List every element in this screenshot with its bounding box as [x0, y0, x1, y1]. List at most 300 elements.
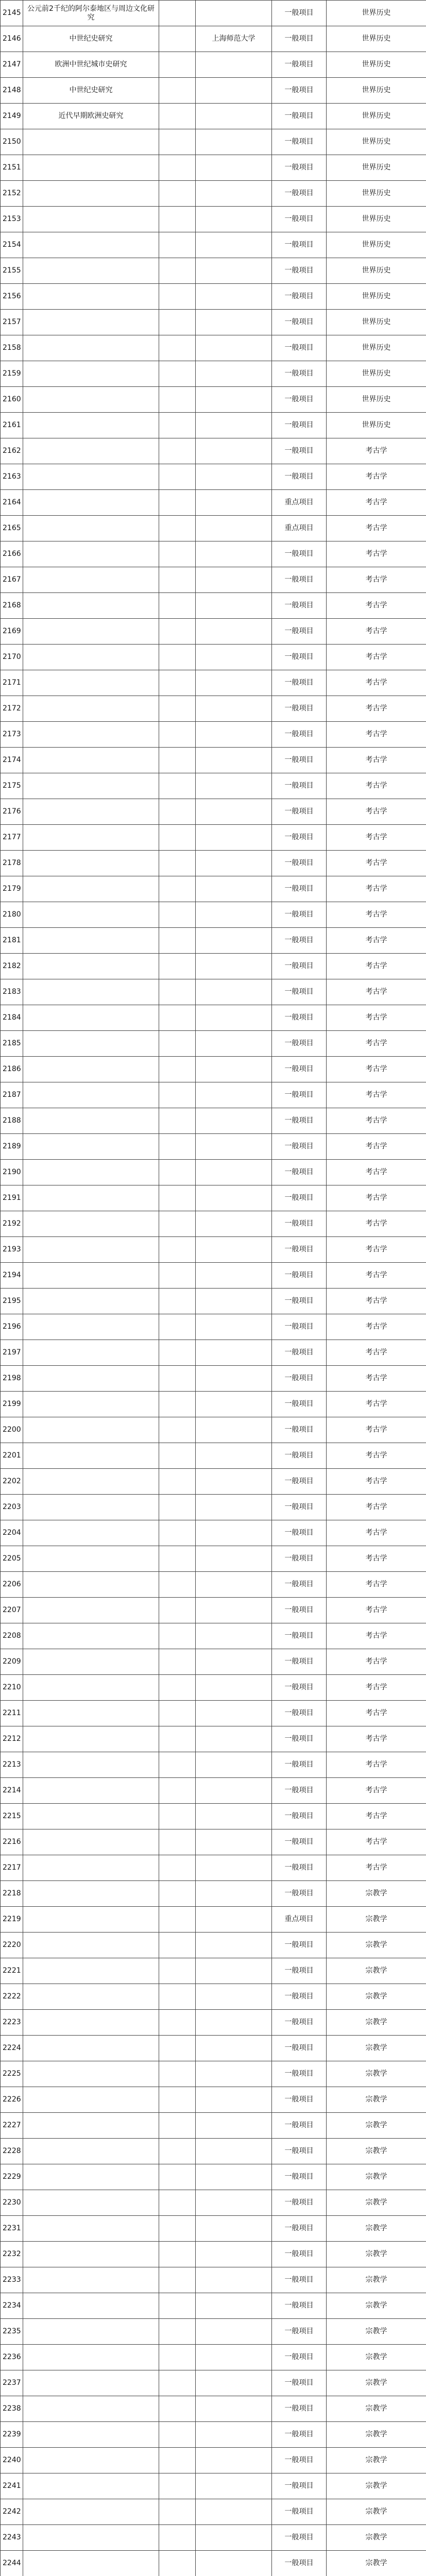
cell-project-title — [23, 567, 159, 593]
cell-project-type: 一般项目 — [272, 1108, 327, 1134]
cell-number: 2205 — [1, 1546, 23, 1572]
table-row — [1, 1289, 426, 1314]
cell-subject: 考古学 — [327, 1623, 426, 1649]
cell-leader-name — [159, 1314, 196, 1340]
cell-organization — [196, 1623, 272, 1649]
cell-project-type: 一般项目 — [272, 876, 327, 902]
table-row — [1, 181, 426, 207]
cell-leader-name — [159, 722, 196, 748]
cell-organization — [196, 2345, 272, 2370]
cell-project-type: 一般项目 — [272, 567, 327, 593]
table-row — [1, 387, 426, 413]
cell-subject: 宗教学 — [327, 2499, 426, 2525]
table-row — [1, 1675, 426, 1701]
cell-project-title — [23, 361, 159, 387]
cell-organization — [196, 104, 272, 129]
table-row — [1, 1134, 426, 1160]
table-row — [1, 1855, 426, 1881]
cell-project-title — [23, 1263, 159, 1289]
cell-leader-name — [159, 2551, 196, 2576]
cell-organization — [196, 2293, 272, 2319]
table-row — [1, 2370, 426, 2396]
cell-leader-name — [159, 1289, 196, 1314]
cell-project-type: 一般项目 — [272, 1572, 327, 1598]
table-row — [1, 2499, 426, 2525]
cell-leader-name — [159, 1623, 196, 1649]
cell-leader-name — [159, 335, 196, 361]
cell-number: 2193 — [1, 1237, 23, 1263]
cell-subject: 考古学 — [327, 645, 426, 670]
cell-organization — [196, 2370, 272, 2396]
cell-project-type: 一般项目 — [272, 2370, 327, 2396]
cell-project-title — [23, 2164, 159, 2190]
table-row — [1, 593, 426, 619]
table-row — [1, 1778, 426, 1804]
cell-project-type: 一般项目 — [272, 1958, 327, 1984]
cell-project-type: 一般项目 — [272, 1469, 327, 1495]
cell-project-type: 一般项目 — [272, 1829, 327, 1855]
cell-number: 2238 — [1, 2396, 23, 2422]
cell-project-type: 一般项目 — [272, 1263, 327, 1289]
cell-number: 2175 — [1, 773, 23, 799]
cell-project-type: 一般项目 — [272, 2061, 327, 2087]
cell-number: 2148 — [1, 78, 23, 104]
cell-organization — [196, 825, 272, 851]
cell-project-title — [23, 2216, 159, 2242]
cell-organization — [196, 2087, 272, 2113]
cell-subject: 宗教学 — [327, 1984, 426, 2010]
cell-leader-name — [159, 2267, 196, 2293]
cell-organization — [196, 1289, 272, 1314]
table-row — [1, 722, 426, 748]
cell-project-type: 一般项目 — [272, 851, 327, 876]
cell-leader-name — [159, 1469, 196, 1495]
cell-project-title — [23, 2422, 159, 2448]
cell-project-title — [23, 619, 159, 645]
cell-leader-name — [159, 1031, 196, 1057]
cell-leader-name — [159, 2448, 196, 2473]
cell-leader-name — [159, 1057, 196, 1082]
cell-project-type: 一般项目 — [272, 1984, 327, 2010]
cell-project-title — [23, 722, 159, 748]
cell-number: 2200 — [1, 1417, 23, 1443]
cell-organization — [196, 799, 272, 825]
cell-organization — [196, 696, 272, 722]
cell-number: 2217 — [1, 1855, 23, 1881]
cell-project-title — [23, 335, 159, 361]
cell-leader-name — [159, 1160, 196, 1185]
cell-organization — [196, 1495, 272, 1520]
cell-subject: 考古学 — [327, 1160, 426, 1185]
cell-organization — [196, 516, 272, 541]
cell-leader-name — [159, 2139, 196, 2164]
cell-number: 2164 — [1, 490, 23, 516]
cell-subject: 考古学 — [327, 1546, 426, 1572]
cell-number: 2170 — [1, 645, 23, 670]
cell-leader-name — [159, 1546, 196, 1572]
cell-project-title — [23, 1752, 159, 1778]
cell-number: 2192 — [1, 1211, 23, 1237]
cell-project-type: 一般项目 — [272, 284, 327, 310]
cell-subject: 考古学 — [327, 619, 426, 645]
table-row — [1, 541, 426, 567]
cell-leader-name — [159, 2319, 196, 2345]
cell-organization — [196, 954, 272, 979]
cell-number: 2190 — [1, 1160, 23, 1185]
cell-project-title: 中世纪史研究 — [23, 78, 159, 104]
cell-number: 2194 — [1, 1263, 23, 1289]
cell-project-type: 一般项目 — [272, 2525, 327, 2551]
cell-number: 2208 — [1, 1623, 23, 1649]
table-row — [1, 52, 426, 78]
cell-project-type: 一般项目 — [272, 2036, 327, 2061]
cell-project-type: 一般项目 — [272, 2267, 327, 2293]
cell-leader-name — [159, 902, 196, 928]
cell-project-title — [23, 2087, 159, 2113]
table-row — [1, 104, 426, 129]
cell-number: 2179 — [1, 876, 23, 902]
cell-leader-name — [159, 670, 196, 696]
table-row — [1, 2139, 426, 2164]
cell-subject: 宗教学 — [327, 2164, 426, 2190]
cell-organization — [196, 438, 272, 464]
cell-project-type: 一般项目 — [272, 1649, 327, 1675]
cell-number: 2163 — [1, 464, 23, 490]
cell-project-type: 一般项目 — [272, 1520, 327, 1546]
table-row — [1, 310, 426, 335]
cell-organization — [196, 2319, 272, 2345]
cell-organization — [196, 1855, 272, 1881]
table-row — [1, 438, 426, 464]
cell-organization: 上海师范大学 — [196, 26, 272, 52]
cell-organization — [196, 1417, 272, 1443]
cell-project-title: 欧洲中世纪城市史研究 — [23, 52, 159, 78]
cell-leader-name — [159, 593, 196, 619]
cell-leader-name — [159, 1392, 196, 1417]
table-row — [1, 1108, 426, 1134]
cell-leader-name — [159, 2345, 196, 2370]
table-row — [1, 1649, 426, 1675]
cell-number: 2183 — [1, 979, 23, 1005]
cell-project-title — [23, 541, 159, 567]
cell-subject: 考古学 — [327, 1649, 426, 1675]
cell-subject: 宗教学 — [327, 2422, 426, 2448]
cell-subject: 考古学 — [327, 825, 426, 851]
cell-project-title — [23, 2551, 159, 2576]
cell-leader-name — [159, 2216, 196, 2242]
cell-subject: 考古学 — [327, 464, 426, 490]
cell-leader-name — [159, 1, 196, 26]
cell-organization — [196, 619, 272, 645]
cell-subject: 宗教学 — [327, 2525, 426, 2551]
cell-subject: 世界历史 — [327, 1, 426, 26]
cell-subject: 考古学 — [327, 1263, 426, 1289]
cell-leader-name — [159, 2164, 196, 2190]
cell-leader-name — [159, 129, 196, 155]
cell-organization — [196, 284, 272, 310]
cell-project-title — [23, 696, 159, 722]
cell-number: 2150 — [1, 129, 23, 155]
cell-leader-name — [159, 1005, 196, 1031]
cell-project-type: 一般项目 — [272, 902, 327, 928]
cell-number: 2147 — [1, 52, 23, 78]
cell-project-title — [23, 2113, 159, 2139]
cell-subject: 考古学 — [327, 851, 426, 876]
table-row — [1, 1443, 426, 1469]
cell-number: 2172 — [1, 696, 23, 722]
cell-number: 2207 — [1, 1598, 23, 1623]
cell-subject: 考古学 — [327, 1340, 426, 1366]
cell-number: 2211 — [1, 1701, 23, 1726]
cell-subject: 宗教学 — [327, 2216, 426, 2242]
table-row — [1, 1546, 426, 1572]
cell-organization — [196, 876, 272, 902]
cell-subject: 世界历史 — [327, 52, 426, 78]
cell-organization — [196, 78, 272, 104]
cell-organization — [196, 2010, 272, 2036]
cell-project-title — [23, 954, 159, 979]
cell-leader-name — [159, 1263, 196, 1289]
cell-leader-name — [159, 1804, 196, 1829]
table-row — [1, 1907, 426, 1933]
cell-subject: 考古学 — [327, 928, 426, 954]
cell-leader-name — [159, 2010, 196, 2036]
table-row — [1, 696, 426, 722]
cell-project-title — [23, 1340, 159, 1366]
cell-number: 2167 — [1, 567, 23, 593]
cell-leader-name — [159, 78, 196, 104]
cell-organization — [196, 722, 272, 748]
cell-project-title — [23, 2061, 159, 2087]
cell-subject: 世界历史 — [327, 78, 426, 104]
cell-number: 2242 — [1, 2499, 23, 2525]
cell-organization — [196, 670, 272, 696]
cell-organization — [196, 232, 272, 258]
cell-subject: 考古学 — [327, 670, 426, 696]
cell-project-title — [23, 2499, 159, 2525]
table-row — [1, 2190, 426, 2216]
cell-project-type: 一般项目 — [272, 1160, 327, 1185]
cell-organization — [196, 1366, 272, 1392]
table-row — [1, 2242, 426, 2267]
cell-leader-name — [159, 2499, 196, 2525]
cell-number: 2232 — [1, 2242, 23, 2267]
cell-leader-name — [159, 825, 196, 851]
table-row — [1, 516, 426, 541]
cell-organization — [196, 1829, 272, 1855]
cell-subject: 考古学 — [327, 1778, 426, 1804]
cell-number: 2166 — [1, 541, 23, 567]
cell-organization — [196, 1443, 272, 1469]
cell-number: 2197 — [1, 1340, 23, 1366]
cell-project-title — [23, 2293, 159, 2319]
table-row — [1, 2010, 426, 2036]
cell-leader-name — [159, 799, 196, 825]
cell-leader-name — [159, 645, 196, 670]
cell-subject: 宗教学 — [327, 2551, 426, 2576]
cell-subject: 世界历史 — [327, 387, 426, 413]
cell-subject: 宗教学 — [327, 1907, 426, 1933]
cell-project-type: 一般项目 — [272, 1314, 327, 1340]
cell-project-title — [23, 1469, 159, 1495]
cell-number: 2185 — [1, 1031, 23, 1057]
cell-number: 2162 — [1, 438, 23, 464]
cell-project-title — [23, 1211, 159, 1237]
cell-leader-name — [159, 2473, 196, 2499]
cell-number: 2174 — [1, 748, 23, 773]
cell-number: 2156 — [1, 284, 23, 310]
cell-project-title — [23, 310, 159, 335]
cell-project-title — [23, 1572, 159, 1598]
cell-project-type: 一般项目 — [272, 1031, 327, 1057]
cell-leader-name — [159, 1881, 196, 1907]
cell-organization — [196, 1, 272, 26]
cell-number: 2176 — [1, 799, 23, 825]
cell-subject: 考古学 — [327, 1469, 426, 1495]
cell-subject: 宗教学 — [327, 2036, 426, 2061]
cell-organization — [196, 2551, 272, 2576]
cell-project-title — [23, 1726, 159, 1752]
cell-project-title: 公元前2千纪的阿尔泰地区与周边文化研究 — [23, 1, 159, 26]
cell-organization — [196, 1160, 272, 1185]
cell-subject: 考古学 — [327, 541, 426, 567]
cell-leader-name — [159, 851, 196, 876]
cell-project-type: 一般项目 — [272, 52, 327, 78]
cell-project-type: 一般项目 — [272, 413, 327, 438]
cell-organization — [196, 593, 272, 619]
cell-leader-name — [159, 1082, 196, 1108]
cell-project-type: 一般项目 — [272, 1752, 327, 1778]
cell-subject: 宗教学 — [327, 2473, 426, 2499]
table-row — [1, 748, 426, 773]
table-row — [1, 670, 426, 696]
cell-organization — [196, 1185, 272, 1211]
cell-number: 2186 — [1, 1057, 23, 1082]
cell-project-title — [23, 1598, 159, 1623]
cell-number: 2173 — [1, 722, 23, 748]
cell-subject: 考古学 — [327, 1237, 426, 1263]
cell-project-title — [23, 1855, 159, 1881]
table-row — [1, 1804, 426, 1829]
cell-organization — [196, 1520, 272, 1546]
cell-organization — [196, 1134, 272, 1160]
cell-leader-name — [159, 1417, 196, 1443]
cell-leader-name — [159, 1108, 196, 1134]
cell-project-title — [23, 1546, 159, 1572]
cell-leader-name — [159, 2087, 196, 2113]
cell-subject: 宗教学 — [327, 2061, 426, 2087]
table-row — [1, 2036, 426, 2061]
cell-project-title — [23, 2010, 159, 2036]
cell-subject: 宗教学 — [327, 1958, 426, 1984]
cell-subject: 考古学 — [327, 1495, 426, 1520]
cell-subject: 考古学 — [327, 722, 426, 748]
cell-number: 2219 — [1, 1907, 23, 1933]
cell-organization — [196, 490, 272, 516]
cell-project-type: 一般项目 — [272, 2087, 327, 2113]
cell-number: 2231 — [1, 2216, 23, 2242]
table-row — [1, 2113, 426, 2139]
table-row — [1, 335, 426, 361]
cell-subject: 考古学 — [327, 1108, 426, 1134]
table-row — [1, 979, 426, 1005]
cell-number: 2223 — [1, 2010, 23, 2036]
cell-project-title — [23, 1675, 159, 1701]
cell-project-title — [23, 2396, 159, 2422]
cell-organization — [196, 1907, 272, 1933]
table-row — [1, 1417, 426, 1443]
cell-organization — [196, 2448, 272, 2473]
cell-number: 2168 — [1, 593, 23, 619]
cell-project-title — [23, 1314, 159, 1340]
cell-project-title — [23, 1520, 159, 1546]
cell-leader-name — [159, 1907, 196, 1933]
cell-project-type: 一般项目 — [272, 2139, 327, 2164]
cell-number: 2171 — [1, 670, 23, 696]
cell-leader-name — [159, 1598, 196, 1623]
cell-project-title — [23, 1108, 159, 1134]
cell-leader-name — [159, 1366, 196, 1392]
cell-project-type: 一般项目 — [272, 129, 327, 155]
cell-subject: 考古学 — [327, 1211, 426, 1237]
cell-subject: 宗教学 — [327, 2396, 426, 2422]
cell-leader-name — [159, 773, 196, 799]
cell-organization — [196, 541, 272, 567]
cell-leader-name — [159, 2036, 196, 2061]
cell-organization — [196, 2139, 272, 2164]
cell-number: 2240 — [1, 2448, 23, 2473]
table-row — [1, 2087, 426, 2113]
cell-project-title: 中世纪史研究 — [23, 26, 159, 52]
cell-leader-name — [159, 26, 196, 52]
cell-project-type: 一般项目 — [272, 1804, 327, 1829]
cell-organization — [196, 748, 272, 773]
cell-leader-name — [159, 1675, 196, 1701]
cell-number: 2228 — [1, 2139, 23, 2164]
cell-subject: 世界历史 — [327, 310, 426, 335]
table-row — [1, 490, 426, 516]
cell-number: 2158 — [1, 335, 23, 361]
cell-number: 2201 — [1, 1443, 23, 1469]
cell-project-type: 一般项目 — [272, 387, 327, 413]
table-row — [1, 1701, 426, 1726]
table-row — [1, 876, 426, 902]
table-row — [1, 155, 426, 181]
cell-subject: 世界历史 — [327, 181, 426, 207]
cell-number: 2160 — [1, 387, 23, 413]
cell-project-type: 一般项目 — [272, 1005, 327, 1031]
cell-project-type: 一般项目 — [272, 1778, 327, 1804]
cell-project-type: 一般项目 — [272, 696, 327, 722]
cell-number: 2218 — [1, 1881, 23, 1907]
cell-leader-name — [159, 1572, 196, 1598]
cell-project-title — [23, 1701, 159, 1726]
cell-subject: 考古学 — [327, 1289, 426, 1314]
cell-project-title — [23, 593, 159, 619]
cell-project-title — [23, 2190, 159, 2216]
table-row — [1, 1005, 426, 1031]
cell-project-title — [23, 670, 159, 696]
cell-subject: 宗教学 — [327, 1933, 426, 1958]
cell-organization — [196, 1108, 272, 1134]
cell-organization — [196, 155, 272, 181]
cell-number: 2191 — [1, 1185, 23, 1211]
cell-project-title — [23, 2448, 159, 2473]
table-row — [1, 1469, 426, 1495]
cell-project-type: 一般项目 — [272, 670, 327, 696]
table-row — [1, 1366, 426, 1392]
table-row — [1, 1752, 426, 1778]
